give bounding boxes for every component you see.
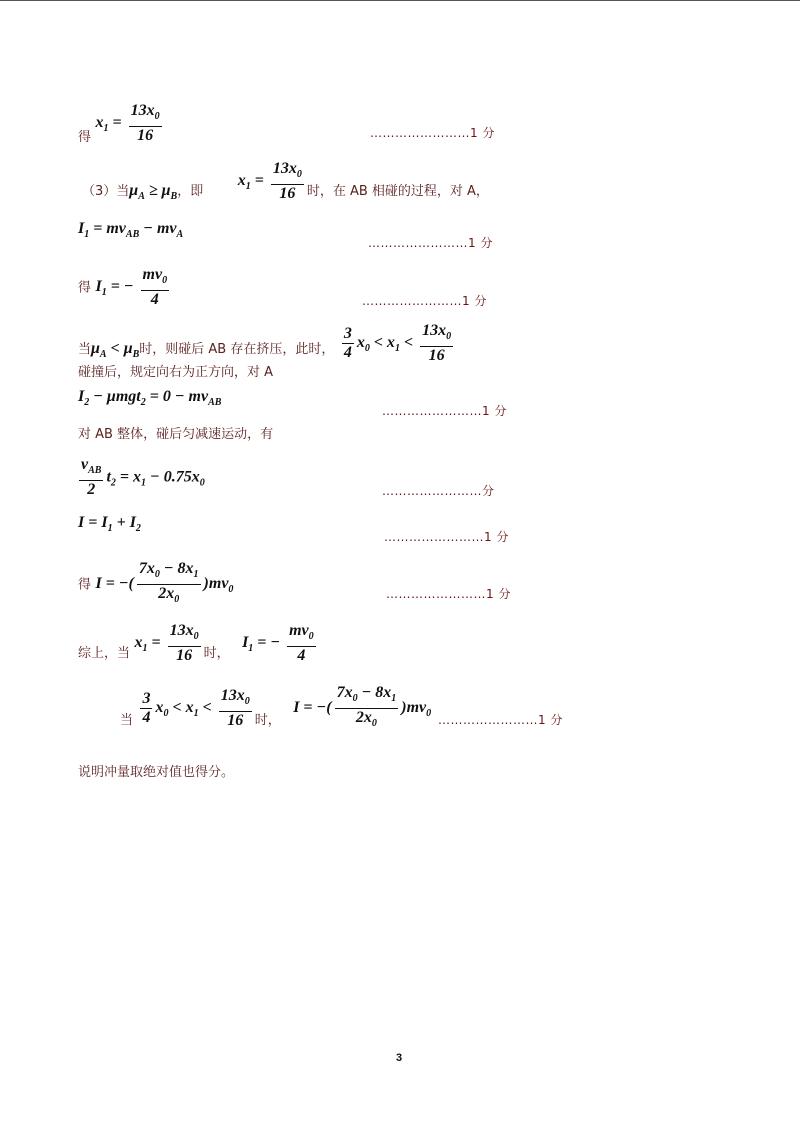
- line-2-text-post: 时，在 AB 相碰的过程，对 A，: [306, 184, 489, 200]
- line-11-text: 得: [78, 577, 92, 593]
- line-13-equation-1: $\frac{3}{4}$ $x_0 < x_1$ < $\frac{13x_0}{16}$: [142, 687, 250, 730]
- line-4: [78, 266, 172, 309]
- line-2-text-mid: ，即: [177, 184, 204, 200]
- score-4: ……………………1 分: [382, 404, 507, 418]
- score-3: ……………………1 分: [362, 294, 487, 308]
- line-4-text: 得: [78, 280, 92, 296]
- line-7-equation: $I_2 - \mu mgt_2 = 0 - mv_{AB}$: [78, 388, 222, 409]
- line-2: [82, 160, 489, 203]
- line-12-text-mid: 时，: [203, 646, 230, 662]
- score-2: ……………………1 分: [368, 236, 493, 250]
- line-2-condition: $\mu_A \ge \mu_B$: [129, 182, 178, 203]
- line-1-equation: $x_1$ = $\frac{13x_0}{16}$: [95, 102, 160, 145]
- page-top-border: [0, 0, 800, 1]
- line-1-text: 得: [78, 130, 92, 146]
- score-7: ……………………1 分: [386, 587, 511, 601]
- line-9-equation: $\frac{v_{AB}}{2}$ $t_2 = x_1 - 0.75x_0$: [81, 456, 205, 499]
- page-number: 3: [396, 1052, 403, 1064]
- line-8-text: 对 AB 整体，碰后匀减速运动，有: [78, 427, 274, 442]
- line-1: [78, 102, 165, 145]
- line-13-text-mid: 时，: [254, 713, 281, 729]
- line-5-text-pre: 当: [78, 342, 92, 358]
- line-12-equation-2: $I_1$ = − $\frac{mv_0}{4}$: [242, 622, 314, 665]
- line-5: [78, 322, 456, 365]
- line-4-equation: $I_1$ = − $\frac{mv_0}{4}$: [95, 266, 168, 309]
- score-5: ……………………分: [382, 484, 495, 498]
- line-5-text-mid: 时，则碰后 AB 存在挤压，此时，: [139, 342, 335, 358]
- line-2-equation: $x_1$ = $\frac{13x_0}{16}$: [237, 160, 302, 203]
- score-8: ……………………1 分: [438, 713, 563, 727]
- line-2-text-pre: （3）当: [82, 184, 130, 200]
- line-13: [120, 684, 431, 733]
- line-6-text: 碰撞后，规定向右为正方向，对 A: [78, 365, 274, 380]
- line-11-equation: I = −( $\frac{7x_0 - 8x_1}{2x_0}$ )$mv_0$: [95, 560, 234, 606]
- line-5-condition: $\mu_A < \mu_B$: [91, 340, 140, 361]
- score-1: ……………………1 分: [370, 126, 495, 140]
- note-text: 说明冲量取绝对值也得分。: [78, 765, 235, 780]
- line-13-equation-2: I = −( $\frac{7x_0 - 8x_1}{2x_0}$ )$mv_0$: [293, 684, 432, 730]
- line-5-equation: $\frac{3}{4}$ $x_0 < x_1$ < $\frac{13x_0}{16}$: [343, 322, 452, 365]
- line-12-equation-1: $x_1$ = $\frac{13x_0}{16}$: [134, 622, 199, 665]
- score-6: ……………………1 分: [384, 530, 509, 544]
- line-12-text-pre: 综上，当: [78, 646, 131, 662]
- line-13-text-pre: 当: [120, 713, 134, 729]
- line-3-equation: $I_1 = mv_{AB} - mv_A$: [78, 220, 184, 241]
- line-12: [78, 622, 319, 665]
- line-10-equation: $I = I_1 + I_2$: [78, 514, 141, 535]
- line-11: [78, 560, 233, 609]
